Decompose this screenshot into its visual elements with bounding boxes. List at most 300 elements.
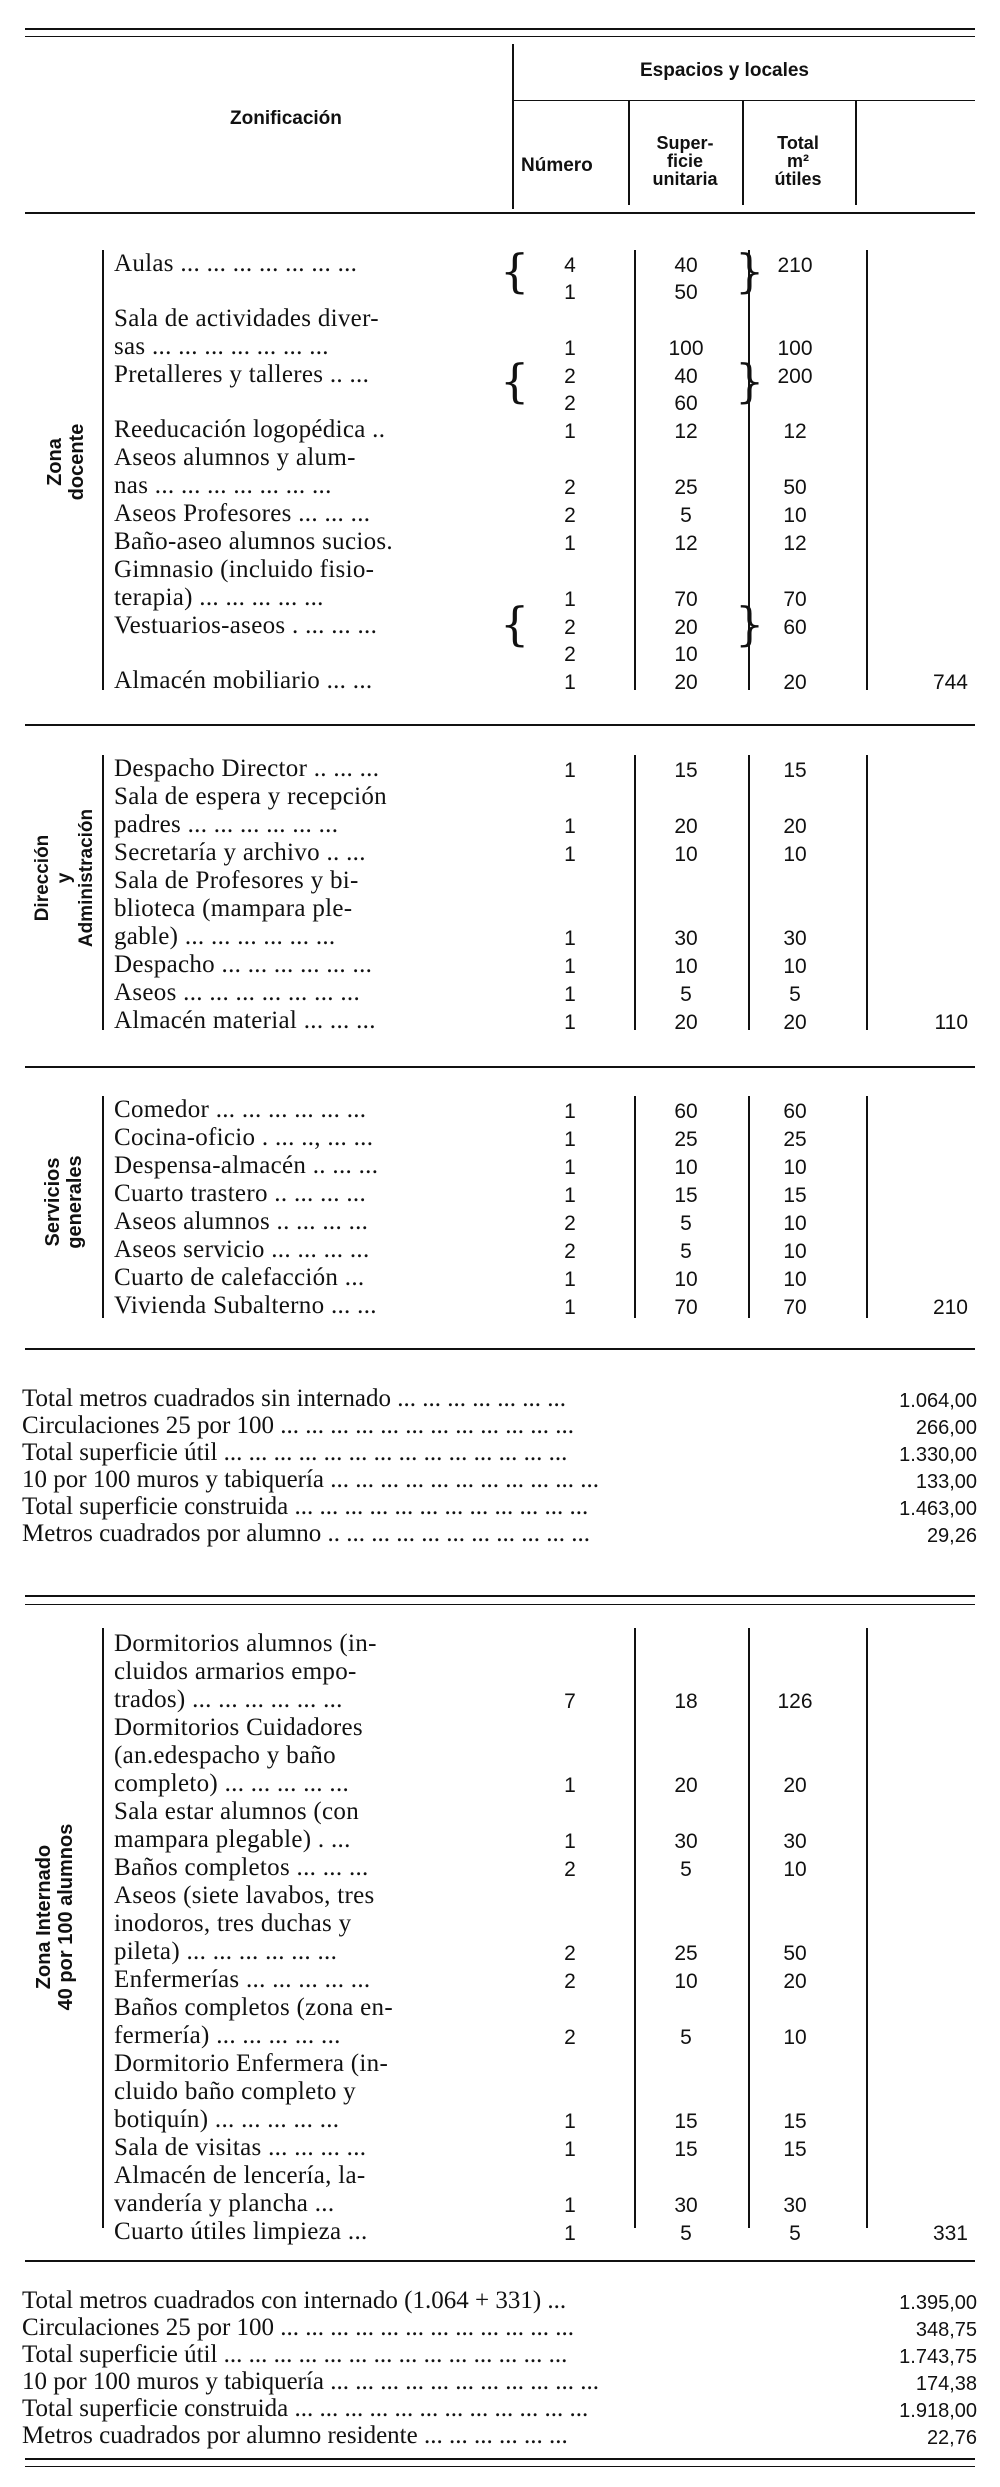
row-section-total — [848, 1096, 976, 1124]
row-section-total — [848, 2050, 976, 2078]
row-section-total — [848, 867, 976, 895]
row-numero: 2 — [564, 504, 576, 527]
row-superficie: 5 — [680, 1212, 692, 1235]
table-row — [106, 416, 976, 444]
row-numero: 2 — [564, 1970, 576, 1993]
row-superficie: 30 — [674, 927, 698, 950]
row-superficie — [630, 895, 742, 923]
row-name: Aseos servicio ... ... ... ... — [114, 1236, 370, 1263]
table-row — [106, 305, 976, 333]
section-left-rule — [102, 1628, 104, 2228]
section-rule — [25, 1595, 975, 1597]
brace-left: { — [500, 354, 530, 408]
row-numero: 7 — [564, 1690, 576, 1713]
row-superficie: 10 — [674, 1970, 698, 1993]
summary-value: 133,00 — [915, 1471, 977, 1493]
row-superficie: 5 — [680, 2222, 692, 2245]
row-section-total — [848, 2190, 976, 2218]
row-section-total — [848, 500, 976, 528]
table-row — [106, 1264, 976, 1292]
section-left-rule — [102, 755, 104, 1030]
row-section-total — [848, 1180, 976, 1208]
table-row — [106, 2106, 976, 2134]
table-row — [106, 1152, 976, 1180]
table-row — [106, 2162, 976, 2190]
row-superficie: 15 — [674, 2110, 698, 2133]
row-numero — [510, 2162, 630, 2190]
row-total — [742, 305, 848, 333]
row-numero: 1 — [564, 759, 576, 782]
row-section-total — [848, 528, 976, 556]
row-numero: 1 — [564, 588, 576, 611]
section-rule — [25, 2260, 975, 2262]
row-superficie — [630, 1798, 742, 1826]
summary-value: 1.918,00 — [899, 2400, 977, 2422]
summary-label: Total superficie construida ... ... ... ... ... ... ... ... ... ... ... ... — [22, 1493, 589, 1520]
row-total: 15 — [783, 2110, 807, 2133]
table-row — [106, 1966, 976, 1994]
zone-label-line: Servicios — [42, 1157, 64, 1247]
row-total: 20 — [783, 1011, 807, 1034]
table-row — [106, 951, 976, 979]
summary-line — [22, 2396, 977, 2423]
zone-label-line: Dirección — [32, 834, 53, 922]
header-superficie-3: unitaria — [652, 169, 718, 189]
row-name: cluido baño completo y — [114, 2078, 356, 2105]
row-superficie — [630, 783, 742, 811]
header-total-3: útiles — [774, 169, 822, 189]
row-name: Sala de actividades diver- — [114, 305, 379, 332]
row-section-total — [848, 1770, 976, 1798]
row-numero: 2 — [564, 643, 576, 666]
row-name: Baño-aseo alumnos sucios. — [114, 528, 393, 555]
row-total: 10 — [783, 1268, 807, 1291]
row-total — [742, 640, 848, 667]
row-total: 10 — [783, 504, 807, 527]
zone-label-line: 40 por 100 alumnos — [55, 1823, 77, 2011]
table-row — [106, 1742, 976, 1770]
row-total: 10 — [783, 955, 807, 978]
summary-value: 1.064,00 — [899, 1390, 977, 1412]
row-superficie — [630, 1882, 742, 1910]
table-row — [106, 1124, 976, 1152]
row-name: Despacho ... ... ... ... ... ... — [114, 951, 373, 978]
row-section-total — [848, 1882, 976, 1910]
brace-right: } — [735, 597, 765, 651]
row-section-total — [848, 2078, 976, 2106]
row-numero: 1 — [564, 1100, 576, 1123]
row-total: 30 — [783, 1830, 807, 1853]
row-numero: 1 — [564, 955, 576, 978]
header-zonificacion: Zonificación — [230, 108, 342, 129]
row-total — [742, 2078, 848, 2106]
row-section-total: 331 — [932, 2222, 968, 2245]
row-numero: 1 — [564, 983, 576, 1006]
row-section-total — [848, 839, 976, 867]
row-numero: 2 — [564, 2026, 576, 2049]
summary-value: 1.743,75 — [899, 2346, 977, 2368]
row-numero: 2 — [564, 392, 576, 415]
summary-label: Total superficie construida ... ... ... ... ... ... ... ... ... ... ... ... — [22, 2395, 589, 2422]
brace-left: { — [500, 597, 530, 651]
row-superficie: 10 — [674, 843, 698, 866]
table-row — [106, 867, 976, 895]
row-numero — [510, 1630, 630, 1658]
row-total: 50 — [783, 476, 807, 499]
table-row — [106, 472, 976, 500]
row-section-total — [848, 811, 976, 839]
row-superficie — [630, 1994, 742, 2022]
row-total: 30 — [783, 2194, 807, 2217]
row-name: Reeducación logopédica .. — [114, 416, 386, 443]
summary-value: 348,75 — [915, 2319, 977, 2341]
table-row — [106, 2078, 976, 2106]
summary-value: 22,76 — [926, 2427, 977, 2449]
row-total — [742, 1658, 848, 1686]
row-section-total — [848, 979, 976, 1007]
row-numero: 1 — [564, 2194, 576, 2217]
row-name: Despacho Director .. ... ... — [114, 755, 380, 782]
table-row — [106, 923, 976, 951]
row-total — [742, 1798, 848, 1826]
row-name: pileta) ... ... ... ... ... ... — [114, 1938, 338, 1965]
row-name: cluidos armarios empo- — [114, 1658, 357, 1685]
row-name: Aseos alumnos .. ... ... ... — [114, 1208, 369, 1235]
row-section-total: 110 — [934, 1011, 968, 1034]
row-name: Almacén mobiliario ... ... — [114, 667, 373, 694]
row-section-total — [848, 2162, 976, 2190]
table-row — [106, 1007, 976, 1035]
row-superficie: 60 — [674, 1100, 698, 1123]
zone-label-line: docente — [66, 423, 88, 501]
table-row — [106, 1910, 976, 1938]
summary-line — [22, 1413, 977, 1440]
row-total — [742, 2162, 848, 2190]
summary-label: Metros cuadrados por alumno residente ... ... ... ... ... ... — [22, 2422, 568, 2449]
row-total: 210 — [777, 254, 813, 277]
row-name — [106, 278, 510, 305]
row-section-total — [848, 1124, 976, 1152]
row-section-total — [848, 556, 976, 584]
row-superficie: 20 — [674, 616, 698, 639]
row-total: 70 — [783, 1296, 807, 1319]
table-row — [106, 1798, 976, 1826]
row-section-total — [848, 1994, 976, 2022]
header-col-divider — [628, 100, 630, 205]
table-row — [106, 1658, 976, 1686]
summary-label: Circulaciones 25 por 100 ... ... ... ... ... ... ... ... ... ... ... ... — [22, 1412, 575, 1439]
table-row — [106, 1854, 976, 1882]
direccion-table — [106, 755, 976, 1035]
row-total — [742, 389, 848, 416]
brace-right: } — [735, 354, 765, 408]
row-name: Almacén de lencería, la- — [114, 2162, 366, 2189]
row-name: Sala de Profesores y bi- — [114, 867, 359, 894]
row-superficie: 20 — [674, 1774, 698, 1797]
row-numero — [510, 1910, 630, 1938]
row-total — [742, 278, 848, 305]
row-name: Enfermerías ... ... ... ... ... — [114, 1966, 371, 1993]
summary-value: 29,26 — [926, 1525, 977, 1547]
row-total: 60 — [783, 1100, 807, 1123]
brace-right: } — [735, 244, 765, 298]
row-superficie: 25 — [674, 476, 698, 499]
row-section-total — [848, 389, 976, 416]
row-name: Cuarto trastero .. ... ... ... — [114, 1180, 367, 1207]
row-superficie: 20 — [674, 671, 698, 694]
row-numero: 1 — [564, 1830, 576, 1853]
row-section-total — [848, 1714, 976, 1742]
row-name — [106, 640, 510, 667]
row-numero: 2 — [564, 1212, 576, 1235]
row-superficie — [630, 305, 742, 333]
row-name: Pretalleres y talleres .. ... — [114, 361, 370, 388]
row-name: Cuarto de calefacción ... — [114, 1264, 365, 1291]
row-name — [106, 389, 510, 416]
row-section-total — [848, 951, 976, 979]
row-total: 20 — [783, 1774, 807, 1797]
row-superficie: 15 — [674, 2138, 698, 2161]
row-name: (an.edespacho y baño — [114, 1742, 336, 1769]
zone-label-direccion — [32, 783, 98, 973]
row-total — [742, 556, 848, 584]
internado-table — [106, 1630, 976, 2246]
summary-line — [22, 2423, 977, 2450]
row-name: Sala de visitas ... ... ... ... — [114, 2134, 367, 2161]
row-superficie: 5 — [680, 1240, 692, 1263]
row-section-total — [848, 1966, 976, 1994]
row-total: 15 — [783, 759, 807, 782]
row-numero: 2 — [564, 616, 576, 639]
header-espacios: Espacios y locales — [640, 60, 809, 81]
header-superficie — [634, 134, 736, 188]
row-superficie — [630, 1630, 742, 1658]
row-name: Aulas ... ... ... ... ... ... ... — [114, 250, 358, 277]
zone-label-docente — [44, 382, 88, 542]
row-section-total — [848, 612, 976, 640]
row-numero: 2 — [564, 476, 576, 499]
row-total — [742, 895, 848, 923]
zone-label-internado — [33, 1787, 77, 2047]
summary-value: 1.395,00 — [899, 2292, 977, 2314]
row-section-total — [848, 1236, 976, 1264]
row-superficie: 100 — [668, 337, 704, 360]
summary-label: 10 por 100 muros y tabiquería ... ... ... ... ... ... ... ... ... ... ... — [22, 2368, 600, 2395]
row-superficie: 70 — [674, 588, 698, 611]
table-row — [106, 333, 976, 361]
row-total: 10 — [783, 1858, 807, 1881]
row-superficie: 20 — [674, 1011, 698, 1034]
row-name: Gimnasio (incluido fisio- — [114, 556, 375, 583]
table-row — [106, 1292, 976, 1320]
row-numero — [510, 1658, 630, 1686]
row-total — [742, 2050, 848, 2078]
row-name: nas ... ... ... ... ... ... ... — [114, 472, 332, 499]
summary-line — [22, 1386, 977, 1413]
table-row — [106, 783, 976, 811]
row-numero: 2 — [564, 365, 576, 388]
header-col-divider — [855, 100, 857, 205]
table-row — [106, 1826, 976, 1854]
row-numero: 1 — [564, 532, 576, 555]
row-name: trados) ... ... ... ... ... ... — [114, 1686, 343, 1713]
row-section-total — [848, 305, 976, 333]
row-total: 5 — [789, 983, 801, 1006]
row-name: Vestuarios-aseos . ... ... ... — [114, 612, 378, 639]
row-superficie — [630, 867, 742, 895]
summary-label: Total superficie útil ... ... ... ... ... ... ... ... ... ... ... ... ... ... — [22, 1439, 568, 1466]
summary-label: 10 por 100 muros y tabiquería ... ... ... ... ... ... ... ... ... ... ... — [22, 1466, 600, 1493]
zone-label-servicios — [42, 1122, 86, 1282]
row-name: Dormitorios Cuidadores — [114, 1714, 363, 1741]
row-total — [742, 1994, 848, 2022]
row-section-total — [848, 1686, 976, 1714]
table-row — [106, 1208, 976, 1236]
row-numero: 1 — [564, 2110, 576, 2133]
docente-table — [106, 244, 976, 695]
row-superficie — [630, 444, 742, 472]
row-superficie — [630, 556, 742, 584]
row-superficie: 10 — [674, 643, 698, 666]
row-superficie: 5 — [680, 1858, 692, 1881]
brace-left: { — [500, 244, 530, 298]
summary-value: 1.330,00 — [899, 1444, 977, 1466]
row-numero: 1 — [564, 1268, 576, 1291]
row-numero — [510, 556, 630, 584]
summary-con-internado — [22, 2288, 977, 2450]
row-total: 70 — [783, 588, 807, 611]
row-numero: 1 — [564, 671, 576, 694]
row-superficie: 10 — [674, 1156, 698, 1179]
row-name: blioteca (mampara ple- — [114, 895, 353, 922]
row-name: Baños completos ... ... ... — [114, 1854, 369, 1881]
summary-label: Total superficie útil ... ... ... ... ... ... ... ... ... ... ... ... ... ... — [22, 2341, 568, 2368]
table-row — [106, 839, 976, 867]
row-section-total — [848, 2134, 976, 2162]
row-section-total — [848, 278, 976, 305]
row-section-total — [848, 1264, 976, 1292]
row-section-total — [848, 2022, 976, 2050]
header-total-1: Total — [777, 133, 819, 153]
row-name: Cuarto útiles limpieza ... — [114, 2218, 368, 2245]
summary-line — [22, 1521, 977, 1548]
row-section-total: 744 — [932, 671, 968, 694]
row-total: 5 — [789, 2222, 801, 2245]
row-name: inodoros, tres duchas y — [114, 1910, 352, 1937]
row-numero: 1 — [564, 337, 576, 360]
row-name: Baños completos (zona en- — [114, 1994, 393, 2021]
table-row — [106, 755, 976, 783]
zone-label-line: Administración — [76, 808, 97, 948]
table-row — [106, 1994, 976, 2022]
row-total: 20 — [783, 671, 807, 694]
row-name: fermería) ... ... ... ... ... — [114, 2022, 341, 2049]
row-superficie: 20 — [674, 815, 698, 838]
row-total — [742, 1714, 848, 1742]
row-numero — [510, 783, 630, 811]
row-section-total — [848, 1658, 976, 1686]
row-numero — [510, 1994, 630, 2022]
row-numero: 1 — [564, 815, 576, 838]
row-section-total — [848, 1630, 976, 1658]
row-section-total — [848, 416, 976, 444]
bottom-rule-inner — [25, 2466, 975, 2467]
row-section-total — [848, 2106, 976, 2134]
servicios-table — [106, 1096, 976, 1320]
row-section-total — [848, 1742, 976, 1770]
table-row — [106, 979, 976, 1007]
summary-line — [22, 1494, 977, 1521]
summary-label: Total metros cuadrados con internado (1.064 + 331) ... — [22, 2287, 567, 2314]
row-section-total — [848, 1798, 976, 1826]
table-row — [106, 640, 976, 667]
summary-line — [22, 1440, 977, 1467]
row-section-total — [848, 1938, 976, 1966]
row-section-total — [848, 895, 976, 923]
zone-label-line: generales — [64, 1155, 86, 1249]
row-numero: 1 — [564, 2222, 576, 2245]
table-row — [106, 1938, 976, 1966]
row-name: completo) ... ... ... ... ... — [114, 1770, 350, 1797]
row-name: padres ... ... ... ... ... ... — [114, 811, 339, 838]
row-section-total — [848, 783, 976, 811]
row-name: terapia) ... ... ... ... ... — [114, 584, 324, 611]
row-numero: 1 — [564, 281, 576, 304]
row-superficie: 10 — [674, 1268, 698, 1291]
summary-value: 174,38 — [915, 2373, 977, 2395]
row-section-total — [848, 1910, 976, 1938]
header-superficie-1: Super- — [656, 133, 714, 153]
table-row — [106, 895, 976, 923]
row-name: Aseos Profesores ... ... ... — [114, 500, 371, 527]
row-superficie: 25 — [674, 1942, 698, 1965]
row-section-total — [848, 640, 976, 667]
row-superficie: 70 — [674, 1296, 698, 1319]
section-left-rule — [102, 1096, 104, 1318]
row-numero: 2 — [564, 1858, 576, 1881]
row-superficie — [630, 1714, 742, 1742]
table-row — [106, 2050, 976, 2078]
row-name: Comedor ... ... ... ... ... ... — [114, 1096, 367, 1123]
row-superficie: 30 — [674, 2194, 698, 2217]
row-superficie: 10 — [674, 955, 698, 978]
table-row — [106, 584, 976, 612]
zone-label-line: Zona Internado — [33, 1844, 55, 1990]
row-total: 10 — [783, 1240, 807, 1263]
row-numero — [510, 895, 630, 923]
table-row — [106, 500, 976, 528]
header-col-divider — [742, 100, 744, 205]
row-total: 200 — [777, 365, 813, 388]
row-section-total: 210 — [932, 1296, 968, 1319]
row-numero: 1 — [564, 1184, 576, 1207]
row-name: Aseos ... ... ... ... ... ... ... — [114, 979, 361, 1006]
table-row — [106, 1630, 976, 1658]
header-total — [750, 134, 846, 188]
row-name: Aseos (siete lavabos, tres — [114, 1882, 375, 1909]
row-total: 10 — [783, 1156, 807, 1179]
row-total: 100 — [777, 337, 813, 360]
row-total: 10 — [783, 843, 807, 866]
row-total — [742, 1882, 848, 1910]
header-numero: Número — [521, 155, 593, 176]
row-section-total — [848, 923, 976, 951]
table-row — [106, 444, 976, 472]
row-numero — [510, 867, 630, 895]
row-numero — [510, 2078, 630, 2106]
row-numero: 4 — [564, 254, 576, 277]
row-total: 12 — [783, 420, 807, 443]
